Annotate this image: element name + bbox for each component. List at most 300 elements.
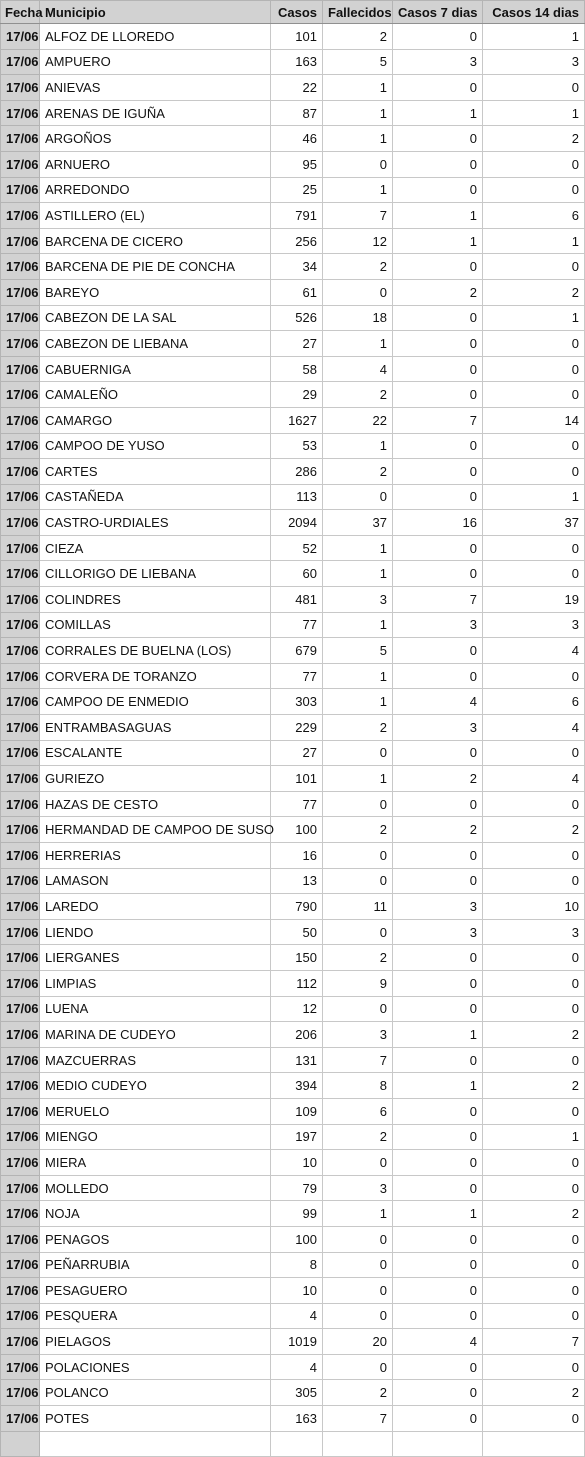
casos-14-dias-cell[interactable]: 2 <box>483 1022 585 1048</box>
table-row[interactable] <box>1 100 585 126</box>
fallecidos-cell[interactable]: 1 <box>323 100 393 126</box>
fallecidos-cell[interactable]: 0 <box>323 791 393 817</box>
table-row[interactable] <box>1 151 585 177</box>
fecha-cell[interactable]: 17/06 <box>1 459 40 485</box>
table-row[interactable] <box>1 177 585 203</box>
fecha-cell[interactable]: 17/06 <box>1 126 40 152</box>
table-row[interactable] <box>1 254 585 280</box>
fecha-cell[interactable]: 17/06 <box>1 407 40 433</box>
casos-14-dias-cell[interactable]: 1 <box>483 484 585 510</box>
casos-14-dias-cell[interactable]: 0 <box>483 1047 585 1073</box>
municipio-cell[interactable]: MARINA DE CUDEYO <box>40 1022 271 1048</box>
casos-14-dias-cell[interactable]: 37 <box>483 510 585 536</box>
table-row[interactable] <box>1 715 585 741</box>
table-row[interactable] <box>1 970 585 996</box>
fallecidos-cell[interactable]: 7 <box>323 1406 393 1432</box>
casos-cell[interactable] <box>271 1431 323 1457</box>
casos-14-dias-cell[interactable]: 0 <box>483 740 585 766</box>
fecha-cell[interactable]: 17/06 <box>1 970 40 996</box>
municipio-cell[interactable]: ARGOÑOS <box>40 126 271 152</box>
casos-cell[interactable]: 113 <box>271 484 323 510</box>
casos-14-dias-cell[interactable]: 3 <box>483 612 585 638</box>
casos-cell[interactable]: 99 <box>271 1201 323 1227</box>
column-header-fecha[interactable]: Fecha <box>1 1 40 24</box>
casos-14-dias-cell[interactable] <box>483 1431 585 1457</box>
municipio-cell[interactable]: CAMPOO DE YUSO <box>40 433 271 459</box>
table-row[interactable] <box>1 228 585 254</box>
casos-14-dias-cell[interactable]: 6 <box>483 689 585 715</box>
fallecidos-cell[interactable]: 0 <box>323 1252 393 1278</box>
casos-14-dias-cell[interactable]: 0 <box>483 1098 585 1124</box>
casos-7-dias-cell[interactable]: 0 <box>393 970 483 996</box>
fallecidos-cell[interactable]: 2 <box>323 382 393 408</box>
casos-14-dias-cell[interactable]: 0 <box>483 1406 585 1432</box>
fallecidos-cell[interactable]: 2 <box>323 945 393 971</box>
casos-cell[interactable]: 50 <box>271 919 323 945</box>
casos-7-dias-cell[interactable]: 0 <box>393 740 483 766</box>
municipio-cell[interactable]: PIELAGOS <box>40 1329 271 1355</box>
table-row[interactable] <box>1 1073 585 1099</box>
casos-7-dias-cell[interactable]: 0 <box>393 663 483 689</box>
table-row[interactable] <box>1 1150 585 1176</box>
casos-14-dias-cell[interactable]: 6 <box>483 203 585 229</box>
municipio-cell[interactable]: CORVERA DE TORANZO <box>40 663 271 689</box>
fecha-cell[interactable]: 17/06 <box>1 177 40 203</box>
fecha-cell[interactable]: 17/06 <box>1 843 40 869</box>
fallecidos-cell[interactable] <box>323 1431 393 1457</box>
casos-7-dias-cell[interactable]: 0 <box>393 254 483 280</box>
casos-14-dias-cell[interactable]: 2 <box>483 1073 585 1099</box>
fallecidos-cell[interactable]: 5 <box>323 638 393 664</box>
table-row[interactable] <box>1 1431 585 1457</box>
fecha-cell[interactable]: 17/06 <box>1 689 40 715</box>
casos-7-dias-cell[interactable] <box>393 1431 483 1457</box>
casos-7-dias-cell[interactable]: 0 <box>393 1098 483 1124</box>
municipio-cell[interactable]: CORRALES DE BUELNA (LOS) <box>40 638 271 664</box>
casos-7-dias-cell[interactable]: 0 <box>393 1406 483 1432</box>
casos-7-dias-cell[interactable]: 0 <box>393 356 483 382</box>
municipio-cell[interactable]: LUENA <box>40 996 271 1022</box>
casos-14-dias-cell[interactable]: 2 <box>483 1380 585 1406</box>
municipio-cell[interactable]: NOJA <box>40 1201 271 1227</box>
table-row[interactable] <box>1 75 585 101</box>
casos-7-dias-cell[interactable]: 3 <box>393 49 483 75</box>
casos-14-dias-cell[interactable]: 0 <box>483 843 585 869</box>
fallecidos-cell[interactable]: 1 <box>323 689 393 715</box>
casos-cell[interactable]: 286 <box>271 459 323 485</box>
casos-7-dias-cell[interactable]: 1 <box>393 228 483 254</box>
fallecidos-cell[interactable]: 37 <box>323 510 393 536</box>
casos-7-dias-cell[interactable]: 0 <box>393 126 483 152</box>
table-row[interactable] <box>1 945 585 971</box>
fallecidos-cell[interactable]: 1 <box>323 561 393 587</box>
fecha-cell[interactable]: 17/06 <box>1 612 40 638</box>
fallecidos-cell[interactable]: 1 <box>323 663 393 689</box>
table-row[interactable] <box>1 1380 585 1406</box>
casos-cell[interactable]: 46 <box>271 126 323 152</box>
fallecidos-cell[interactable]: 0 <box>323 279 393 305</box>
municipio-cell[interactable]: MIENGO <box>40 1124 271 1150</box>
fecha-cell[interactable]: 17/06 <box>1 228 40 254</box>
fallecidos-cell[interactable]: 6 <box>323 1098 393 1124</box>
municipio-cell[interactable]: POLANCO <box>40 1380 271 1406</box>
casos-7-dias-cell[interactable]: 0 <box>393 1124 483 1150</box>
table-row[interactable] <box>1 433 585 459</box>
municipio-cell[interactable]: CAMALEÑO <box>40 382 271 408</box>
fecha-cell[interactable]: 17/06 <box>1 1022 40 1048</box>
casos-7-dias-cell[interactable]: 0 <box>393 459 483 485</box>
casos-14-dias-cell[interactable]: 0 <box>483 75 585 101</box>
fecha-cell[interactable]: 17/06 <box>1 1150 40 1176</box>
table-row[interactable] <box>1 1329 585 1355</box>
casos-cell[interactable]: 679 <box>271 638 323 664</box>
municipio-cell[interactable]: MERUELO <box>40 1098 271 1124</box>
casos-cell[interactable]: 305 <box>271 1380 323 1406</box>
municipio-cell[interactable]: ARREDONDO <box>40 177 271 203</box>
fecha-cell[interactable]: 17/06 <box>1 1073 40 1099</box>
casos-7-dias-cell[interactable]: 2 <box>393 766 483 792</box>
fecha-cell[interactable]: 17/06 <box>1 1380 40 1406</box>
fecha-cell[interactable]: 17/06 <box>1 945 40 971</box>
casos-14-dias-cell[interactable]: 0 <box>483 151 585 177</box>
fecha-cell[interactable]: 17/06 <box>1 715 40 741</box>
casos-7-dias-cell[interactable]: 7 <box>393 587 483 613</box>
casos-cell[interactable]: 79 <box>271 1175 323 1201</box>
casos-7-dias-cell[interactable]: 0 <box>393 535 483 561</box>
casos-cell[interactable]: 150 <box>271 945 323 971</box>
fallecidos-cell[interactable]: 11 <box>323 894 393 920</box>
fecha-cell[interactable]: 17/06 <box>1 1303 40 1329</box>
casos-14-dias-cell[interactable]: 1 <box>483 228 585 254</box>
casos-7-dias-cell[interactable]: 0 <box>393 433 483 459</box>
table-row[interactable] <box>1 612 585 638</box>
casos-cell[interactable]: 163 <box>271 1406 323 1432</box>
casos-14-dias-cell[interactable]: 4 <box>483 715 585 741</box>
municipio-cell[interactable]: CARTES <box>40 459 271 485</box>
fecha-cell[interactable]: 17/06 <box>1 1201 40 1227</box>
casos-cell[interactable]: 61 <box>271 279 323 305</box>
fallecidos-cell[interactable]: 7 <box>323 1047 393 1073</box>
casos-7-dias-cell[interactable]: 0 <box>393 75 483 101</box>
casos-14-dias-cell[interactable]: 4 <box>483 638 585 664</box>
fallecidos-cell[interactable]: 3 <box>323 587 393 613</box>
table-row[interactable] <box>1 766 585 792</box>
casos-7-dias-cell[interactable]: 4 <box>393 689 483 715</box>
municipio-cell[interactable]: AMPUERO <box>40 49 271 75</box>
table-row[interactable] <box>1 459 585 485</box>
table-row[interactable] <box>1 382 585 408</box>
municipio-cell[interactable]: LIENDO <box>40 919 271 945</box>
municipio-cell[interactable]: CABUERNIGA <box>40 356 271 382</box>
casos-cell[interactable]: 197 <box>271 1124 323 1150</box>
table-row[interactable] <box>1 1098 585 1124</box>
table-row[interactable] <box>1 663 585 689</box>
casos-cell[interactable]: 206 <box>271 1022 323 1048</box>
fecha-cell[interactable]: 17/06 <box>1 24 40 50</box>
casos-14-dias-cell[interactable]: 4 <box>483 766 585 792</box>
casos-14-dias-cell[interactable]: 1 <box>483 24 585 50</box>
column-header-municipio[interactable]: Municipio <box>40 1 271 24</box>
casos-7-dias-cell[interactable]: 0 <box>393 1175 483 1201</box>
casos-14-dias-cell[interactable]: 2 <box>483 279 585 305</box>
municipio-cell[interactable]: MEDIO CUDEYO <box>40 1073 271 1099</box>
municipio-cell[interactable]: CILLORIGO DE LIEBANA <box>40 561 271 587</box>
municipio-cell[interactable]: HERRERIAS <box>40 843 271 869</box>
table-row[interactable] <box>1 49 585 75</box>
table-row[interactable] <box>1 587 585 613</box>
fecha-cell[interactable]: 17/06 <box>1 382 40 408</box>
table-row[interactable] <box>1 279 585 305</box>
casos-cell[interactable]: 526 <box>271 305 323 331</box>
casos-7-dias-cell[interactable]: 0 <box>393 1278 483 1304</box>
casos-7-dias-cell[interactable]: 3 <box>393 715 483 741</box>
fecha-cell[interactable]: 17/06 <box>1 663 40 689</box>
fecha-cell[interactable]: 17/06 <box>1 1406 40 1432</box>
fallecidos-cell[interactable]: 20 <box>323 1329 393 1355</box>
fallecidos-cell[interactable]: 7 <box>323 203 393 229</box>
municipio-cell[interactable]: CASTRO-URDIALES <box>40 510 271 536</box>
fallecidos-cell[interactable]: 0 <box>323 843 393 869</box>
fecha-cell[interactable]: 17/06 <box>1 587 40 613</box>
fecha-cell[interactable]: 17/06 <box>1 1047 40 1073</box>
fecha-cell[interactable]: 17/06 <box>1 151 40 177</box>
table-row[interactable] <box>1 996 585 1022</box>
table-row[interactable] <box>1 894 585 920</box>
municipio-cell[interactable]: COMILLAS <box>40 612 271 638</box>
municipio-cell[interactable] <box>40 1431 271 1457</box>
fallecidos-cell[interactable]: 1 <box>323 331 393 357</box>
casos-7-dias-cell[interactable]: 0 <box>393 1047 483 1073</box>
municipio-cell[interactable]: ALFOZ DE LLOREDO <box>40 24 271 50</box>
casos-7-dias-cell[interactable]: 0 <box>393 305 483 331</box>
casos-cell[interactable]: 229 <box>271 715 323 741</box>
casos-cell[interactable]: 77 <box>271 663 323 689</box>
fecha-cell[interactable]: 17/06 <box>1 1098 40 1124</box>
municipio-cell[interactable]: MOLLEDO <box>40 1175 271 1201</box>
fecha-cell[interactable]: 17/06 <box>1 817 40 843</box>
casos-14-dias-cell[interactable]: 2 <box>483 126 585 152</box>
casos-14-dias-cell[interactable]: 0 <box>483 996 585 1022</box>
fallecidos-cell[interactable]: 18 <box>323 305 393 331</box>
table-row[interactable] <box>1 740 585 766</box>
municipio-cell[interactable]: PEÑARRUBIA <box>40 1252 271 1278</box>
municipio-cell[interactable]: LIERGANES <box>40 945 271 971</box>
casos-7-dias-cell[interactable]: 0 <box>393 561 483 587</box>
municipio-cell[interactable]: CABEZON DE LA SAL <box>40 305 271 331</box>
table-row[interactable] <box>1 868 585 894</box>
fecha-cell[interactable]: 17/06 <box>1 868 40 894</box>
municipio-cell[interactable]: POTES <box>40 1406 271 1432</box>
fallecidos-cell[interactable]: 0 <box>323 740 393 766</box>
municipio-cell[interactable]: ARENAS DE IGUÑA <box>40 100 271 126</box>
fallecidos-cell[interactable]: 1 <box>323 75 393 101</box>
municipio-cell[interactable]: HAZAS DE CESTO <box>40 791 271 817</box>
municipio-cell[interactable]: PENAGOS <box>40 1226 271 1252</box>
fecha-cell[interactable] <box>1 1431 40 1457</box>
fecha-cell[interactable]: 17/06 <box>1 254 40 280</box>
fallecidos-cell[interactable]: 1 <box>323 612 393 638</box>
casos-14-dias-cell[interactable]: 0 <box>483 1252 585 1278</box>
casos-cell[interactable]: 131 <box>271 1047 323 1073</box>
fallecidos-cell[interactable]: 0 <box>323 868 393 894</box>
casos-cell[interactable]: 34 <box>271 254 323 280</box>
casos-14-dias-cell[interactable]: 3 <box>483 49 585 75</box>
table-row[interactable] <box>1 1047 585 1073</box>
casos-cell[interactable]: 52 <box>271 535 323 561</box>
casos-14-dias-cell[interactable]: 0 <box>483 177 585 203</box>
table-row[interactable] <box>1 1303 585 1329</box>
casos-cell[interactable]: 791 <box>271 203 323 229</box>
casos-cell[interactable]: 1627 <box>271 407 323 433</box>
casos-cell[interactable]: 112 <box>271 970 323 996</box>
casos-7-dias-cell[interactable]: 4 <box>393 1329 483 1355</box>
casos-14-dias-cell[interactable]: 0 <box>483 459 585 485</box>
municipio-cell[interactable]: HERMANDAD DE CAMPOO DE SUSO <box>40 817 271 843</box>
fallecidos-cell[interactable]: 0 <box>323 1278 393 1304</box>
table-row[interactable] <box>1 331 585 357</box>
casos-14-dias-cell[interactable]: 7 <box>483 1329 585 1355</box>
table-row[interactable] <box>1 484 585 510</box>
fecha-cell[interactable]: 17/06 <box>1 331 40 357</box>
casos-14-dias-cell[interactable]: 0 <box>483 1303 585 1329</box>
casos-14-dias-cell[interactable]: 0 <box>483 1226 585 1252</box>
fallecidos-cell[interactable]: 2 <box>323 254 393 280</box>
fallecidos-cell[interactable]: 2 <box>323 715 393 741</box>
fallecidos-cell[interactable]: 2 <box>323 24 393 50</box>
casos-7-dias-cell[interactable]: 0 <box>393 868 483 894</box>
municipio-cell[interactable]: CABEZON DE LIEBANA <box>40 331 271 357</box>
table-row[interactable] <box>1 1022 585 1048</box>
municipio-cell[interactable]: CAMARGO <box>40 407 271 433</box>
casos-14-dias-cell[interactable]: 1 <box>483 305 585 331</box>
casos-14-dias-cell[interactable]: 0 <box>483 382 585 408</box>
casos-14-dias-cell[interactable]: 0 <box>483 535 585 561</box>
casos-cell[interactable]: 77 <box>271 791 323 817</box>
casos-14-dias-cell[interactable]: 0 <box>483 254 585 280</box>
casos-14-dias-cell[interactable]: 0 <box>483 561 585 587</box>
fecha-cell[interactable]: 17/06 <box>1 75 40 101</box>
fecha-cell[interactable]: 17/06 <box>1 100 40 126</box>
casos-7-dias-cell[interactable]: 0 <box>393 638 483 664</box>
fecha-cell[interactable]: 17/06 <box>1 279 40 305</box>
fallecidos-cell[interactable]: 0 <box>323 1150 393 1176</box>
casos-cell[interactable]: 13 <box>271 868 323 894</box>
fecha-cell[interactable]: 17/06 <box>1 1175 40 1201</box>
casos-cell[interactable]: 25 <box>271 177 323 203</box>
casos-7-dias-cell[interactable]: 3 <box>393 919 483 945</box>
casos-14-dias-cell[interactable]: 0 <box>483 945 585 971</box>
municipio-cell[interactable]: PESQUERA <box>40 1303 271 1329</box>
casos-cell[interactable]: 87 <box>271 100 323 126</box>
casos-cell[interactable]: 77 <box>271 612 323 638</box>
municipio-cell[interactable]: BARCENA DE PIE DE CONCHA <box>40 254 271 280</box>
fallecidos-cell[interactable]: 1 <box>323 535 393 561</box>
casos-cell[interactable]: 4 <box>271 1303 323 1329</box>
casos-cell[interactable]: 10 <box>271 1150 323 1176</box>
casos-7-dias-cell[interactable]: 0 <box>393 177 483 203</box>
casos-cell[interactable]: 4 <box>271 1354 323 1380</box>
casos-14-dias-cell[interactable]: 0 <box>483 1278 585 1304</box>
table-row[interactable] <box>1 1252 585 1278</box>
fallecidos-cell[interactable]: 4 <box>323 356 393 382</box>
casos-cell[interactable]: 2094 <box>271 510 323 536</box>
casos-7-dias-cell[interactable]: 0 <box>393 1252 483 1278</box>
table-row[interactable] <box>1 689 585 715</box>
casos-cell[interactable]: 163 <box>271 49 323 75</box>
fallecidos-cell[interactable]: 0 <box>323 1303 393 1329</box>
casos-7-dias-cell[interactable]: 0 <box>393 331 483 357</box>
fecha-cell[interactable]: 17/06 <box>1 510 40 536</box>
casos-7-dias-cell[interactable]: 0 <box>393 791 483 817</box>
fallecidos-cell[interactable]: 1 <box>323 177 393 203</box>
table-row[interactable] <box>1 1406 585 1432</box>
casos-cell[interactable]: 10 <box>271 1278 323 1304</box>
municipio-cell[interactable]: ESCALANTE <box>40 740 271 766</box>
casos-14-dias-cell[interactable]: 1 <box>483 100 585 126</box>
fallecidos-cell[interactable]: 0 <box>323 1354 393 1380</box>
municipio-cell[interactable]: ASTILLERO (EL) <box>40 203 271 229</box>
casos-14-dias-cell[interactable]: 0 <box>483 663 585 689</box>
municipio-cell[interactable]: BARCENA DE CICERO <box>40 228 271 254</box>
table-row[interactable] <box>1 843 585 869</box>
municipio-cell[interactable]: LAREDO <box>40 894 271 920</box>
table-row[interactable] <box>1 1201 585 1227</box>
casos-7-dias-cell[interactable]: 1 <box>393 1022 483 1048</box>
municipio-cell[interactable]: ARNUERO <box>40 151 271 177</box>
table-row[interactable] <box>1 305 585 331</box>
casos-7-dias-cell[interactable]: 0 <box>393 945 483 971</box>
fecha-cell[interactable]: 17/06 <box>1 1124 40 1150</box>
casos-7-dias-cell[interactable]: 0 <box>393 1150 483 1176</box>
casos-7-dias-cell[interactable]: 3 <box>393 612 483 638</box>
casos-7-dias-cell[interactable]: 1 <box>393 1201 483 1227</box>
casos-14-dias-cell[interactable]: 0 <box>483 1150 585 1176</box>
casos-cell[interactable]: 27 <box>271 331 323 357</box>
municipio-cell[interactable]: COLINDRES <box>40 587 271 613</box>
column-header-casos[interactable]: Casos <box>271 1 323 24</box>
municipio-cell[interactable]: CIEZA <box>40 535 271 561</box>
fallecidos-cell[interactable]: 0 <box>323 996 393 1022</box>
casos-cell[interactable]: 109 <box>271 1098 323 1124</box>
fallecidos-cell[interactable]: 1 <box>323 126 393 152</box>
fecha-cell[interactable]: 17/06 <box>1 766 40 792</box>
casos-7-dias-cell[interactable]: 0 <box>393 1380 483 1406</box>
fallecidos-cell[interactable]: 2 <box>323 1124 393 1150</box>
casos-14-dias-cell[interactable]: 0 <box>483 1175 585 1201</box>
table-row[interactable] <box>1 817 585 843</box>
fallecidos-cell[interactable]: 2 <box>323 459 393 485</box>
fecha-cell[interactable]: 17/06 <box>1 1329 40 1355</box>
casos-7-dias-cell[interactable]: 0 <box>393 382 483 408</box>
fecha-cell[interactable]: 17/06 <box>1 1354 40 1380</box>
municipio-cell[interactable]: GURIEZO <box>40 766 271 792</box>
municipio-cell[interactable]: BAREYO <box>40 279 271 305</box>
fecha-cell[interactable]: 17/06 <box>1 638 40 664</box>
casos-7-dias-cell[interactable]: 0 <box>393 24 483 50</box>
casos-14-dias-cell[interactable]: 3 <box>483 919 585 945</box>
casos-cell[interactable]: 16 <box>271 843 323 869</box>
casos-cell[interactable]: 53 <box>271 433 323 459</box>
fallecidos-cell[interactable]: 0 <box>323 484 393 510</box>
casos-cell[interactable]: 22 <box>271 75 323 101</box>
municipio-cell[interactable]: LAMASON <box>40 868 271 894</box>
casos-14-dias-cell[interactable]: 1 <box>483 1124 585 1150</box>
casos-7-dias-cell[interactable]: 3 <box>393 894 483 920</box>
municipio-cell[interactable]: ENTRAMBASAGUAS <box>40 715 271 741</box>
table-row[interactable] <box>1 510 585 536</box>
casos-14-dias-cell[interactable]: 2 <box>483 1201 585 1227</box>
municipio-cell[interactable]: CAMPOO DE ENMEDIO <box>40 689 271 715</box>
